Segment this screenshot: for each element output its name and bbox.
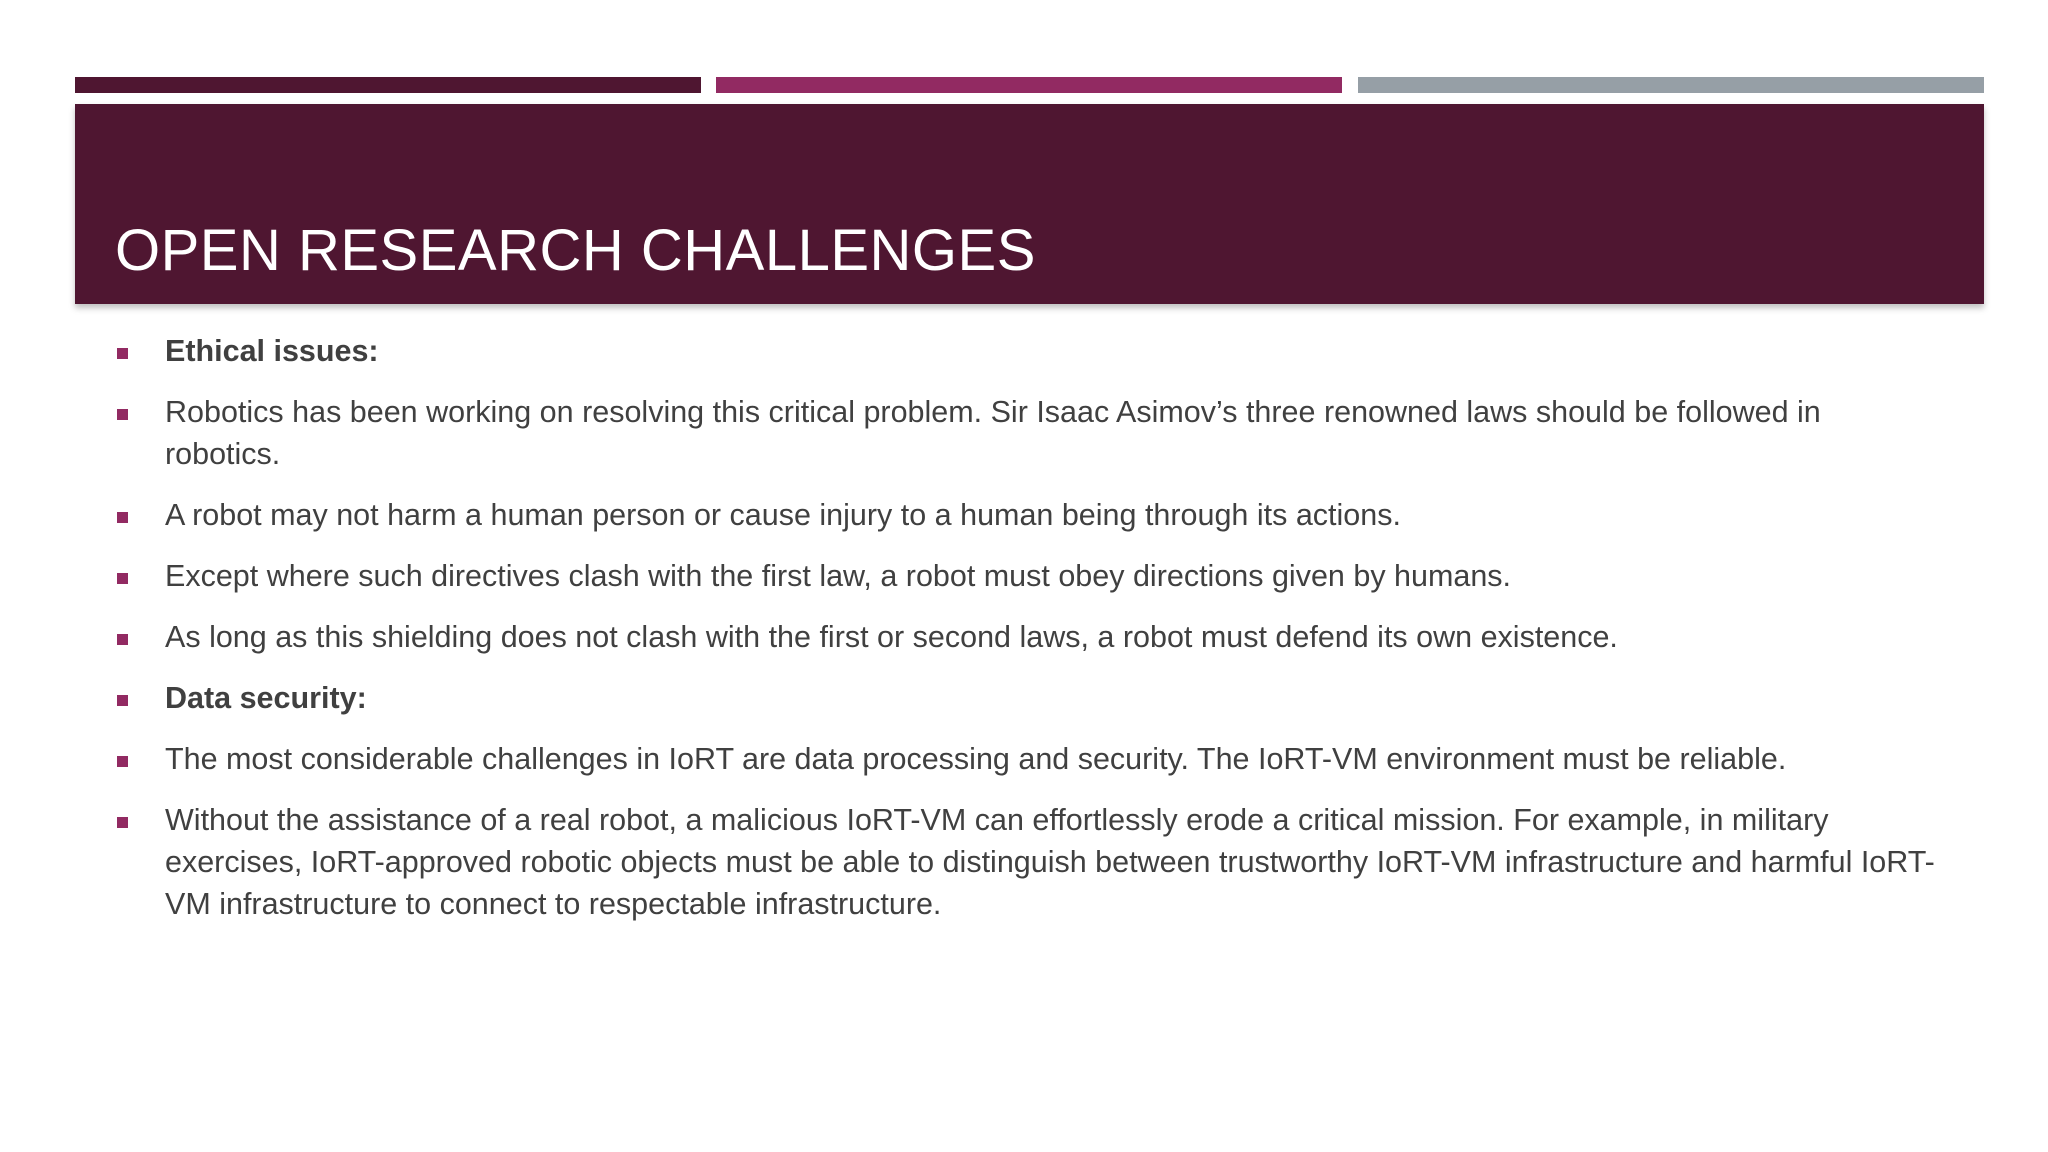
accent-bar-gray	[1358, 77, 1984, 93]
bullet-item	[112, 494, 1942, 536]
slide-title: OPEN RESEARCH CHALLENGES	[115, 218, 1036, 283]
bullet-text: Robotics has been working on resolving this critical problem. Sir Isaac Asimov’s three renowned laws should be followed in robotics.	[165, 395, 1821, 471]
bullet-item	[112, 677, 1942, 719]
bullet-text: Data security:	[165, 681, 367, 715]
title-band	[75, 104, 1984, 304]
square-bullet-icon	[117, 817, 128, 828]
bullet-item	[112, 555, 1942, 597]
bullet-item	[112, 391, 1942, 475]
square-bullet-icon	[117, 634, 128, 645]
bullet-list	[112, 330, 1942, 944]
bullet-text: Except where such directives clash with the first law, a robot must obey directions given by humans.	[165, 559, 1512, 593]
bullet-text: As long as this shielding does not clash with the first or second laws, a robot must defend its own existence.	[165, 620, 1618, 654]
square-bullet-icon	[117, 695, 128, 706]
square-bullet-icon	[117, 573, 128, 584]
bullet-item	[112, 616, 1942, 658]
bullet-text: Without the assistance of a real robot, a malicious IoRT-VM can effortlessly erode a critical mission. For example, in military exercises, IoRT-approved robotic objects must be able to distinguish between trustworthy IoRT-VM infrastructure and harmful IoRT-VM infrastructure to connect to respectable infrastructure.	[165, 803, 1935, 921]
bullet-text: A robot may not harm a human person or cause injury to a human being through its actions.	[165, 498, 1401, 532]
bullet-item	[112, 330, 1942, 372]
accent-bar-magenta	[716, 77, 1342, 93]
square-bullet-icon	[117, 512, 128, 523]
square-bullet-icon	[117, 348, 128, 359]
bullet-item	[112, 799, 1942, 925]
square-bullet-icon	[117, 756, 128, 767]
accent-bar-dark	[75, 77, 701, 93]
square-bullet-icon	[117, 409, 128, 420]
bullet-text: The most considerable challenges in IoRT are data processing and security. The IoRT-VM environment must be reliable.	[165, 742, 1787, 776]
bullet-text: Ethical issues:	[165, 334, 379, 368]
bullet-item	[112, 738, 1942, 780]
